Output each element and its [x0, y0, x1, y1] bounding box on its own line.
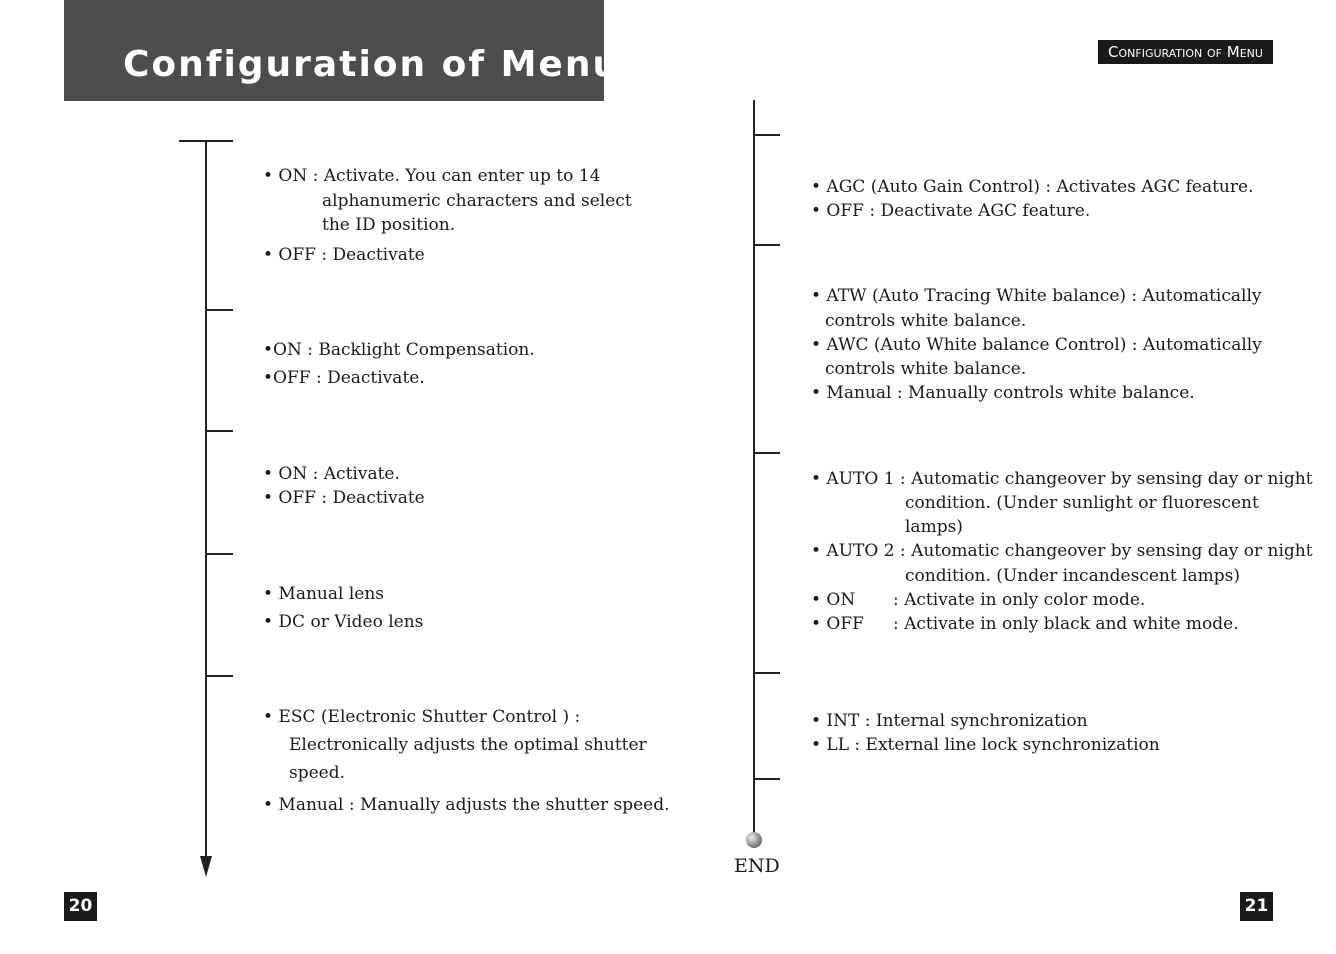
left-flow-line [205, 140, 207, 860]
list-item: • AUTO 1 : Automatic changeover by sensing day or night [811, 469, 1313, 489]
right-tick [753, 134, 780, 136]
list-item: •OFF : Deactivate. [263, 368, 425, 388]
list-item: alphanumeric characters and select [322, 191, 632, 211]
list-item: controls white balance. [825, 311, 1027, 331]
left-tick [205, 309, 233, 311]
right-flow-line [753, 100, 755, 835]
left-tick [205, 430, 233, 432]
list-item: • ON : Activate. You can enter up to 14 [263, 166, 601, 186]
page-number-left: 20 [64, 892, 97, 921]
right-tick [753, 452, 780, 454]
right-tick [753, 672, 780, 674]
list-item: • ATW (Auto Tracing White balance) : Automatically [811, 286, 1262, 306]
list-item: • ESC (Electronic Shutter Control ) : [263, 707, 581, 727]
list-item: speed. [289, 763, 346, 783]
left-tick [205, 675, 233, 677]
list-item: • OFF : Deactivate [263, 245, 425, 265]
list-item: • Manual lens [263, 584, 385, 604]
end-dot-icon [746, 832, 762, 848]
section-tag: Configuration of Menu [1098, 40, 1273, 64]
list-item: condition. (Under incandescent lamps) [905, 566, 1241, 586]
right-tick [753, 244, 780, 246]
list-item: • DC or Video lens [263, 612, 424, 632]
list-item: lamps) [905, 517, 963, 537]
list-item: • Manual : Manually controls white balance. [811, 383, 1195, 403]
list-item: Electronically adjusts the optimal shutter [289, 735, 647, 755]
list-item: : Activate in only black and white mode. [893, 614, 1239, 634]
list-item: • AGC (Auto Gain Control) : Activates AGC feature. [811, 177, 1254, 197]
list-item: • OFF : Deactivate AGC feature. [811, 201, 1091, 221]
list-item: • OFF : Deactivate [263, 488, 425, 508]
list-item: : Activate in only color mode. [893, 590, 1146, 610]
left-top-tick [179, 140, 233, 142]
right-tick [753, 778, 780, 780]
list-item: the ID position. [322, 215, 456, 235]
down-arrow-icon [200, 856, 212, 877]
list-item: • ON : Activate. [263, 464, 400, 484]
list-item: • LL : External line lock synchronization [811, 735, 1160, 755]
list-item: • INT : Internal synchronization [811, 711, 1088, 731]
list-item: controls white balance. [825, 359, 1027, 379]
title-banner [64, 0, 621, 101]
list-item: condition. (Under sunlight or fluorescent [905, 493, 1259, 513]
left-tick [205, 553, 233, 555]
list-item: •ON : Backlight Compensation. [263, 340, 535, 360]
page-title: Configuration of Menu [123, 44, 621, 85]
list-item: • Manual : Manually adjusts the shutter speed. [263, 795, 670, 815]
page-number-right: 21 [1240, 892, 1273, 921]
list-item: • OFF [811, 614, 864, 634]
end-label: END [734, 855, 780, 877]
list-item: • ON [811, 590, 856, 610]
list-item: • AUTO 2 : Automatic changeover by sensing day or night [811, 541, 1313, 561]
list-item: • AWC (Auto White balance Control) : Automatically [811, 335, 1262, 355]
